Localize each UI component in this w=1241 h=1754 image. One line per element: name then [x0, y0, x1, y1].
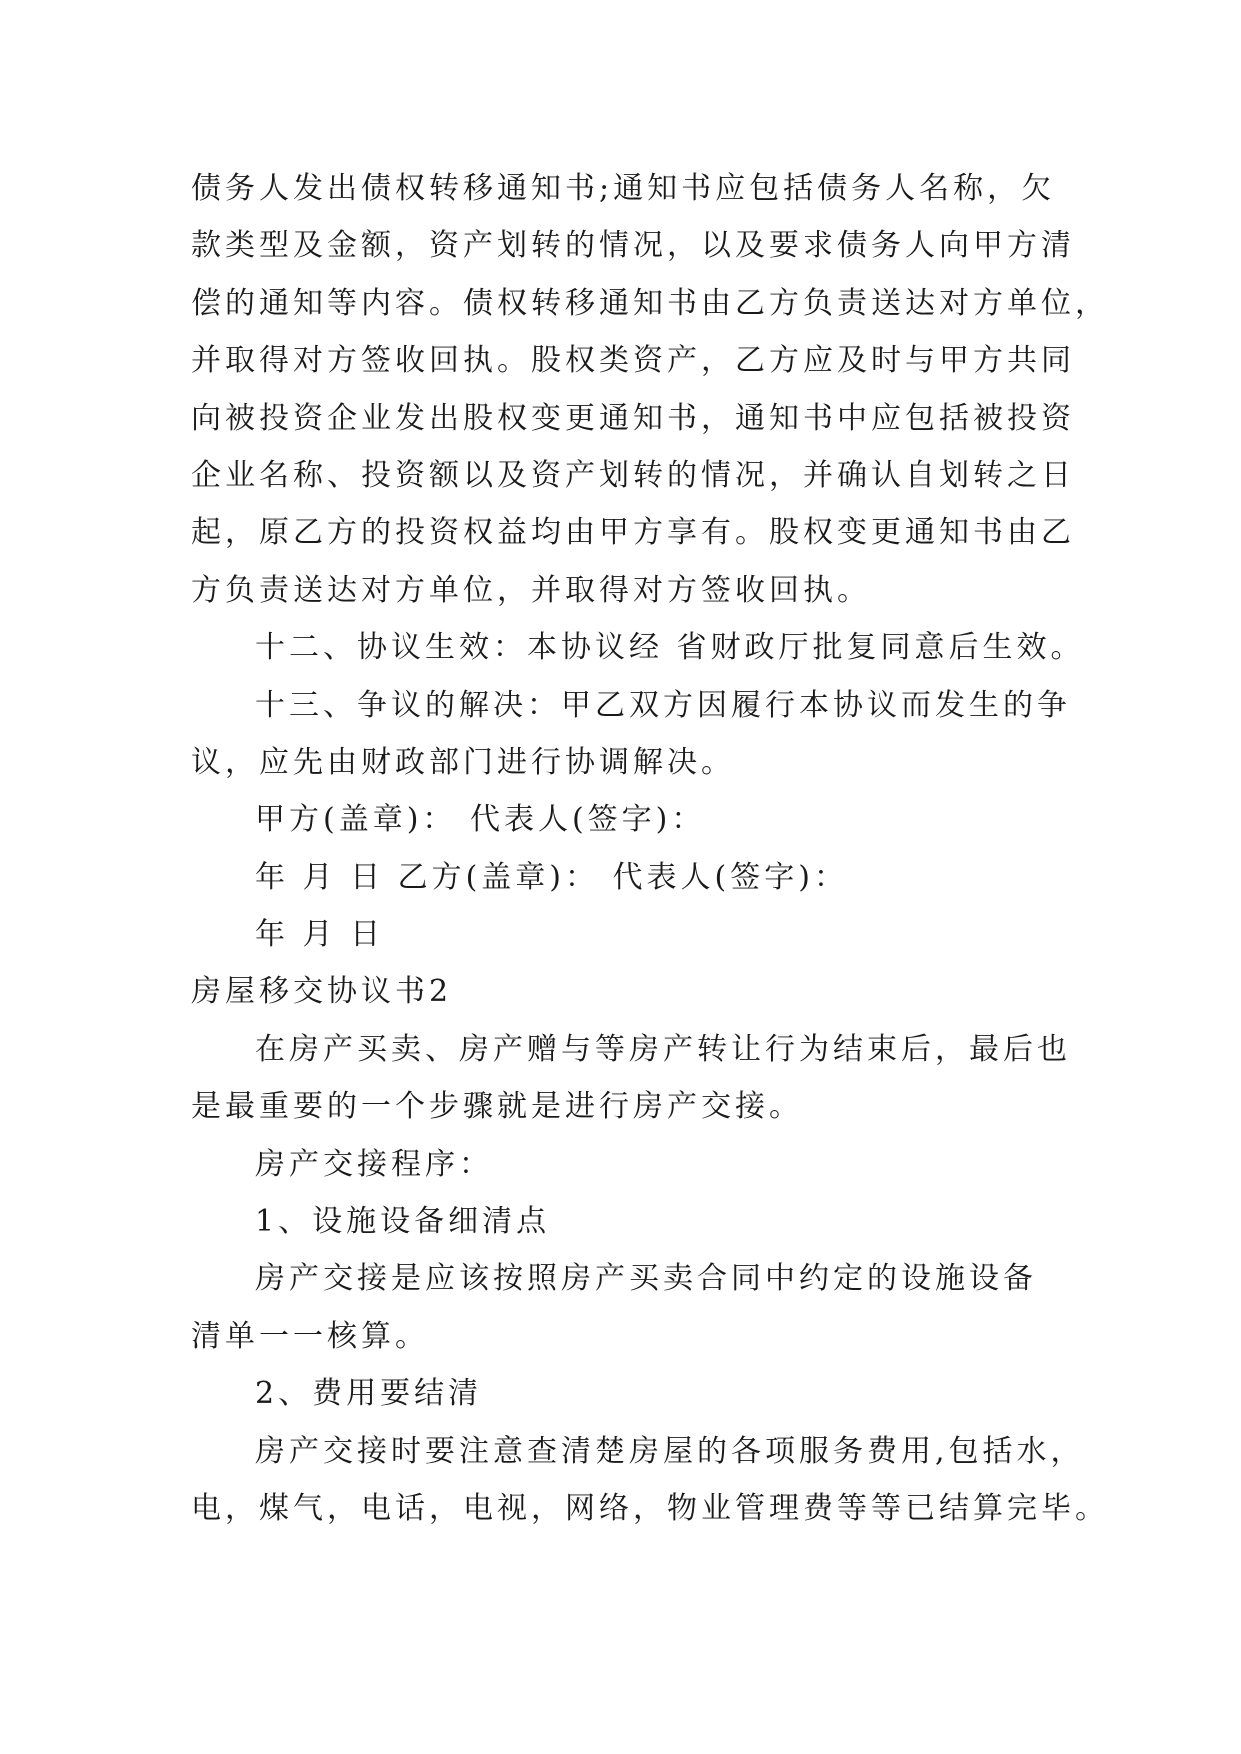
text-line: 债务人发出债权转移通知书;通知书应包括债务人名称，欠 [191, 171, 1056, 206]
text-line: 是最重要的一个步骤就是进行房产交接。 [191, 1089, 803, 1125]
clause-twelve: 十二、协议生效：本协议经 省财政厅批复同意后生效。 [255, 630, 1085, 666]
date-line: 年 月 日 [255, 917, 385, 953]
text-line: 在房产买卖、房产赠与等房产转让行为结束后，最后也 [255, 1031, 1071, 1067]
text-line: 并取得对方签收回执。股权类资产，乙方应及时与甲方共同 [191, 343, 1075, 379]
text-line: 清单一一核算。 [191, 1318, 429, 1354]
text-line: 方负责送达对方单位，并取得对方签收回执。 [191, 572, 871, 608]
text-line: 起，原乙方的投资权益均由甲方享有。股权变更通知书由乙 [191, 515, 1075, 551]
clause-thirteen: 十三、争议的解决：甲乙双方因履行本协议而发生的争 [255, 687, 1071, 723]
text-line: 电，煤气，电话，电视，网络，物业管理费等等已结算完毕。 [191, 1490, 1109, 1526]
text-line: 向被投资企业发出股权变更通知书，通知书中应包括被投资 [191, 400, 1075, 436]
procedure-step-1: 1、设施设备细清点 [255, 1204, 551, 1240]
text-line: 房产交接时要注意查清楚房屋的各项服务费用,包括水， [255, 1433, 1085, 1469]
text-line: 企业名称、投资额以及资产划转的情况，并确认自划转之日 [191, 457, 1075, 493]
section-title: 房屋移交协议书2 [191, 974, 453, 1010]
text-line: 房产交接是应该按照房产买卖合同中约定的设施设备 [255, 1261, 1037, 1297]
procedure-step-2: 2、费用要结清 [255, 1376, 483, 1412]
text-line: 偿的通知等内容。债权转移通知书由乙方负责送达对方单位， [191, 285, 1109, 321]
text-line: 款类型及金额，资产划转的情况，以及要求债务人向甲方清 [191, 228, 1075, 264]
document-body [191, 160, 1109, 1537]
procedure-heading: 房产交接程序： [255, 1146, 493, 1182]
party-a-signature-line: 甲方(盖章)： 代表人(签字)： [255, 802, 706, 838]
party-b-signature-line: 年 月 日 乙方(盖章)： 代表人(签字)： [255, 859, 848, 895]
text-line: 议，应先由财政部门进行协调解决。 [191, 744, 735, 780]
